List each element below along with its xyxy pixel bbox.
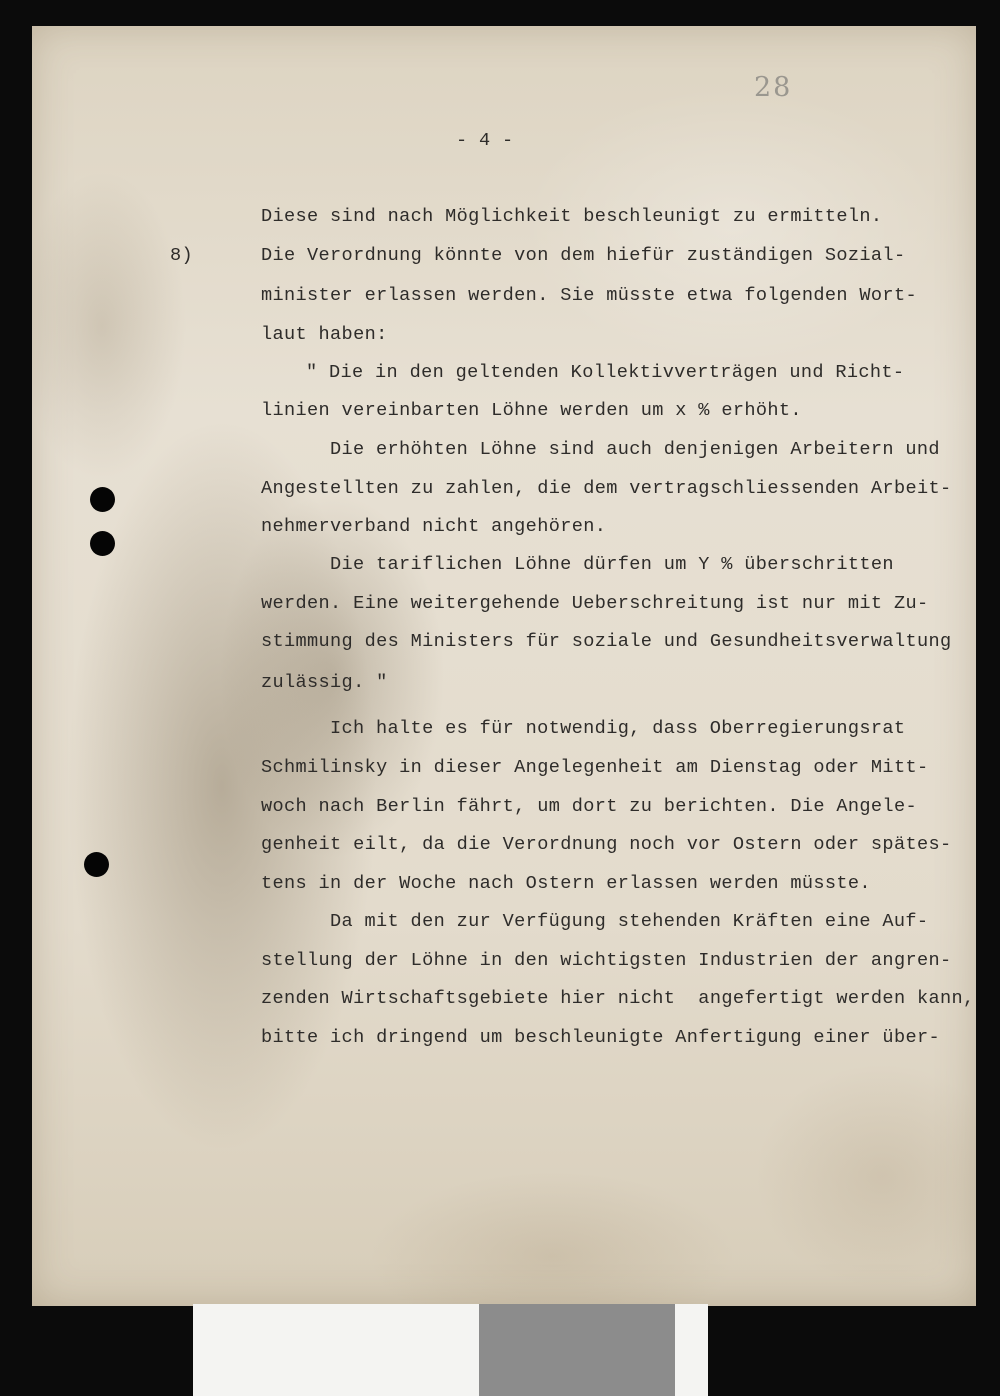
text-line: werden. Eine weitergehende Ueberschreitung ist nur mit Zu- (261, 593, 929, 614)
text-line: Ich halte es für notwendig, dass Oberregierungsrat (330, 718, 906, 739)
text-line: laut haben: (261, 324, 388, 345)
text-line: bitte ich dringend um beschleunigte Anfertigung einer über- (261, 1027, 940, 1048)
text-line: woch nach Berlin fährt, um dort zu berichten. Die Angele- (261, 796, 917, 817)
text-line: zenden Wirtschaftsgebiete hier nicht angefertigt werden kann, (261, 988, 975, 1009)
text-line: Schmilinsky in dieser Angelegenheit am Dienstag oder Mitt- (261, 757, 929, 778)
text-line: Angestellten zu zahlen, die dem vertragschliessenden Arbeit- (261, 478, 952, 499)
text-line: minister erlassen werden. Sie müsste etwa folgenden Wort- (261, 285, 917, 306)
scan-calibration-gray-patch (479, 1304, 675, 1396)
text-line: Die tariflichen Löhne dürfen um Y % überschritten (330, 554, 894, 575)
punch-hole (90, 487, 115, 512)
item-number: 8) (170, 245, 194, 266)
text-line: linien vereinbarten Löhne werden um x % erhöht. (261, 400, 802, 421)
pencil-page-number: 28 (754, 72, 793, 103)
text-line: Die Verordnung könnte von dem hiefür zuständigen Sozial- (261, 245, 906, 266)
text-line: Die erhöhten Löhne sind auch denjenigen Arbeitern und (330, 439, 940, 460)
text-line: genheit eilt, da die Verordnung noch vor Ostern oder spätes- (261, 834, 952, 855)
page-number: - 4 - (456, 130, 514, 151)
text-line: stellung der Löhne in den wichtigsten Industrien der angren- (261, 950, 952, 971)
text-line: " Die in den geltenden Kollektivverträgen und Richt- (306, 362, 905, 383)
punch-hole (84, 852, 109, 877)
text-line: stimmung des Ministers für soziale und Gesundheitsverwaltung (261, 631, 952, 652)
text-line: nehmerverband nicht angehören. (261, 516, 607, 537)
text-line: Diese sind nach Möglichkeit beschleunigt zu ermitteln. (261, 206, 883, 227)
punch-hole (90, 531, 115, 556)
text-line: Da mit den zur Verfügung stehenden Kräften eine Auf- (330, 911, 929, 932)
text-line: tens in der Woche nach Ostern erlassen werden müsste. (261, 873, 871, 894)
text-line: zulässig. " (261, 672, 388, 693)
